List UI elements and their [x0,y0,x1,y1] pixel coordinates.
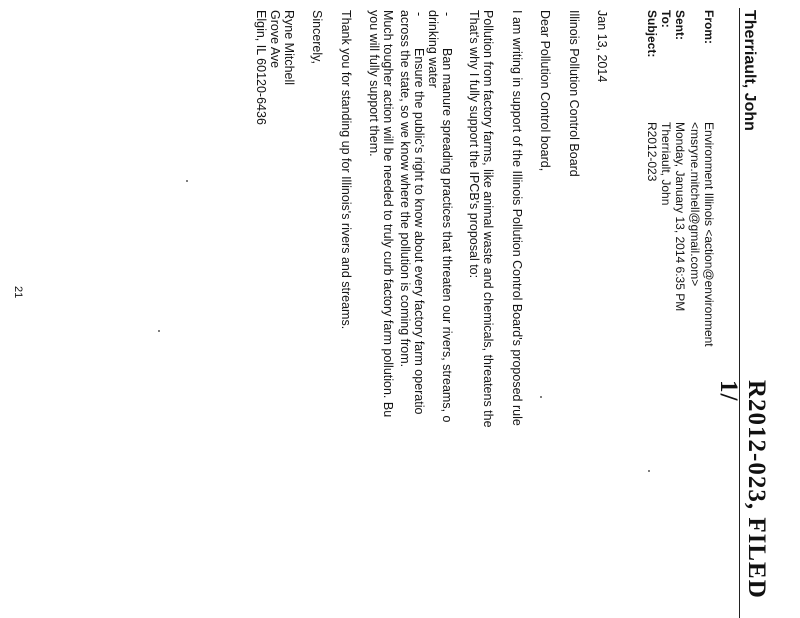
paragraph-2-line-1: Pollution from factory farms, like animal waste and chemicals, threatens the [481,10,495,428]
letter-addressee: Illinois Pollution Control Board [567,10,581,177]
scan-speck [186,180,188,182]
bullet-2-dash: - [412,12,426,17]
paragraph-3-line-1: Much tougher action will be needed to truly curb factory farm pollution. Bu [381,10,395,418]
paragraph-3-line-2: you will fully support them. [367,10,381,157]
bullet-2-line-2: across the state, so we know where the pollution is coming from. [398,10,412,368]
sent-value: Monday, January 13, 2014 6:35 PM [673,122,687,312]
bullet-1-line-1: Ban manure spreading practices that threaten our rivers, streams, o [440,48,454,423]
scan-speck [540,396,542,398]
bullet-2-line-1: Ensure the public's right to know about every factory farm operatio [412,48,426,415]
filing-stamp: R2012-023, FILED 1/ [715,380,770,599]
from-label: From: [702,10,716,44]
signature-name: Ryne Mitchell [282,10,296,86]
letter-salutation: Dear Pollution Control board, [538,10,552,172]
header-divider [739,8,740,618]
sent-label: Sent: [673,10,687,40]
letter-date: Jan 13, 2014 [595,10,609,83]
bullet-1-line-2: drinking water [426,10,440,88]
paragraph-2-line-2: That's why I fully support the IPCB's proposal to: [467,10,481,279]
page-number: 21 [12,286,24,299]
paragraph-1: I am writing in support of the Illinois Pollution Control Board's proposed rule [510,10,524,426]
paragraph-4: Thank you for standing up for Illinois's rivers and streams. [339,10,353,330]
from-value-email: <msryne.mitchell@gmail.com> [688,122,702,287]
sender-name-heading: Therriault, John [741,10,758,131]
from-value: Environment Illinois <action@environment [702,122,716,347]
subject-value: R2012-023 [645,122,659,182]
to-value: Therriault, John [659,122,673,206]
closing: Sincerely, [310,10,324,64]
scan-speck [158,330,160,332]
bullet-1-dash: - [440,12,454,17]
to-label: To: [659,10,673,28]
signature-city: Elgin, IL 60120-6436 [254,10,268,125]
signature-street: Grove Ave [268,10,282,69]
scan-speck [648,470,650,472]
subject-label: Subject: [645,10,659,58]
